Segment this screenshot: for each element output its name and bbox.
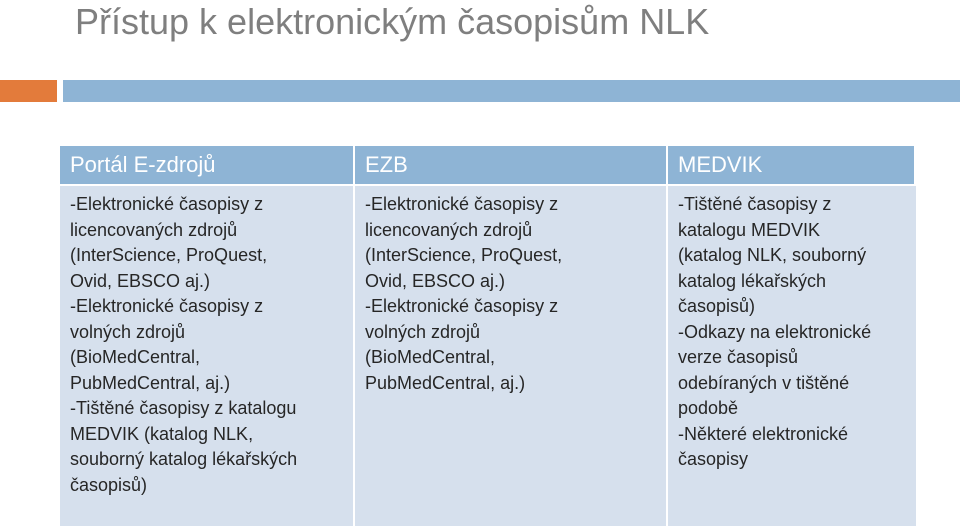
cell-line: PubMedCentral, aj.) — [365, 372, 526, 393]
cell-line: (BioMedCentral, — [70, 347, 201, 367]
accent-bar-orange — [0, 80, 57, 102]
header-portal-e-zdroju: Portál E-zdrojů — [60, 146, 355, 184]
cell-line: -Elektronické časopisy z — [70, 296, 264, 316]
cell-line: Ovid, EBSCO aj.) — [70, 270, 211, 291]
cell-line: (InterScience, ProQuest, — [365, 245, 563, 265]
header-ezb: EZB — [355, 146, 668, 184]
slide-title: Přístup k elektronickým časopisům NLK — [75, 1, 710, 42]
cell-line: časopisy — [678, 449, 749, 469]
cell-line: (katalog NLK, souborný — [678, 245, 867, 265]
cell-line: -Tištěné časopisy z katalogu — [70, 398, 297, 418]
cell-line: -Elektronické časopisy z — [365, 296, 559, 316]
cell-line: volných zdrojů — [365, 321, 481, 342]
accent-bar-blue — [63, 80, 960, 102]
cell-line: katalogu MEDVIK — [678, 219, 821, 240]
cell-line: -Některé elektronické — [678, 423, 849, 444]
header-medvik: MEDVIK — [668, 146, 916, 184]
cell-line: volných zdrojů — [70, 321, 186, 342]
cell-line: souborný katalog lékařských — [70, 449, 298, 469]
cell-line: (BioMedCentral, — [365, 347, 496, 367]
cell-line: verze časopisů — [678, 347, 799, 367]
cell-line: licencovaných zdrojů — [70, 219, 238, 240]
cell-line: -Elektronické časopisy z — [365, 194, 559, 214]
cell-line: odebíraných v tištěné — [678, 372, 850, 393]
cell-line: časopisů) — [678, 296, 756, 316]
cell-line: MEDVIK (katalog NLK, — [70, 423, 254, 444]
cell-portal-e-zdroju — [60, 184, 355, 526]
cell-line: -Tištěné časopisy z — [678, 194, 832, 214]
cell-medvik — [668, 184, 916, 526]
cell-line: katalog lékařských — [678, 270, 827, 291]
cell-line: časopisů) — [70, 474, 148, 495]
cell-line: (InterScience, ProQuest, — [70, 245, 268, 265]
cell-line: podobě — [678, 398, 739, 418]
cell-line: licencovaných zdrojů — [365, 219, 533, 240]
cell-line: PubMedCentral, aj.) — [70, 372, 231, 393]
sources-table — [60, 146, 916, 526]
cell-line: Ovid, EBSCO aj.) — [365, 270, 506, 291]
cell-ezb — [355, 184, 668, 526]
cell-line: -Elektronické časopisy z — [70, 194, 264, 214]
cell-line: -Odkazy na elektronické — [678, 321, 872, 342]
